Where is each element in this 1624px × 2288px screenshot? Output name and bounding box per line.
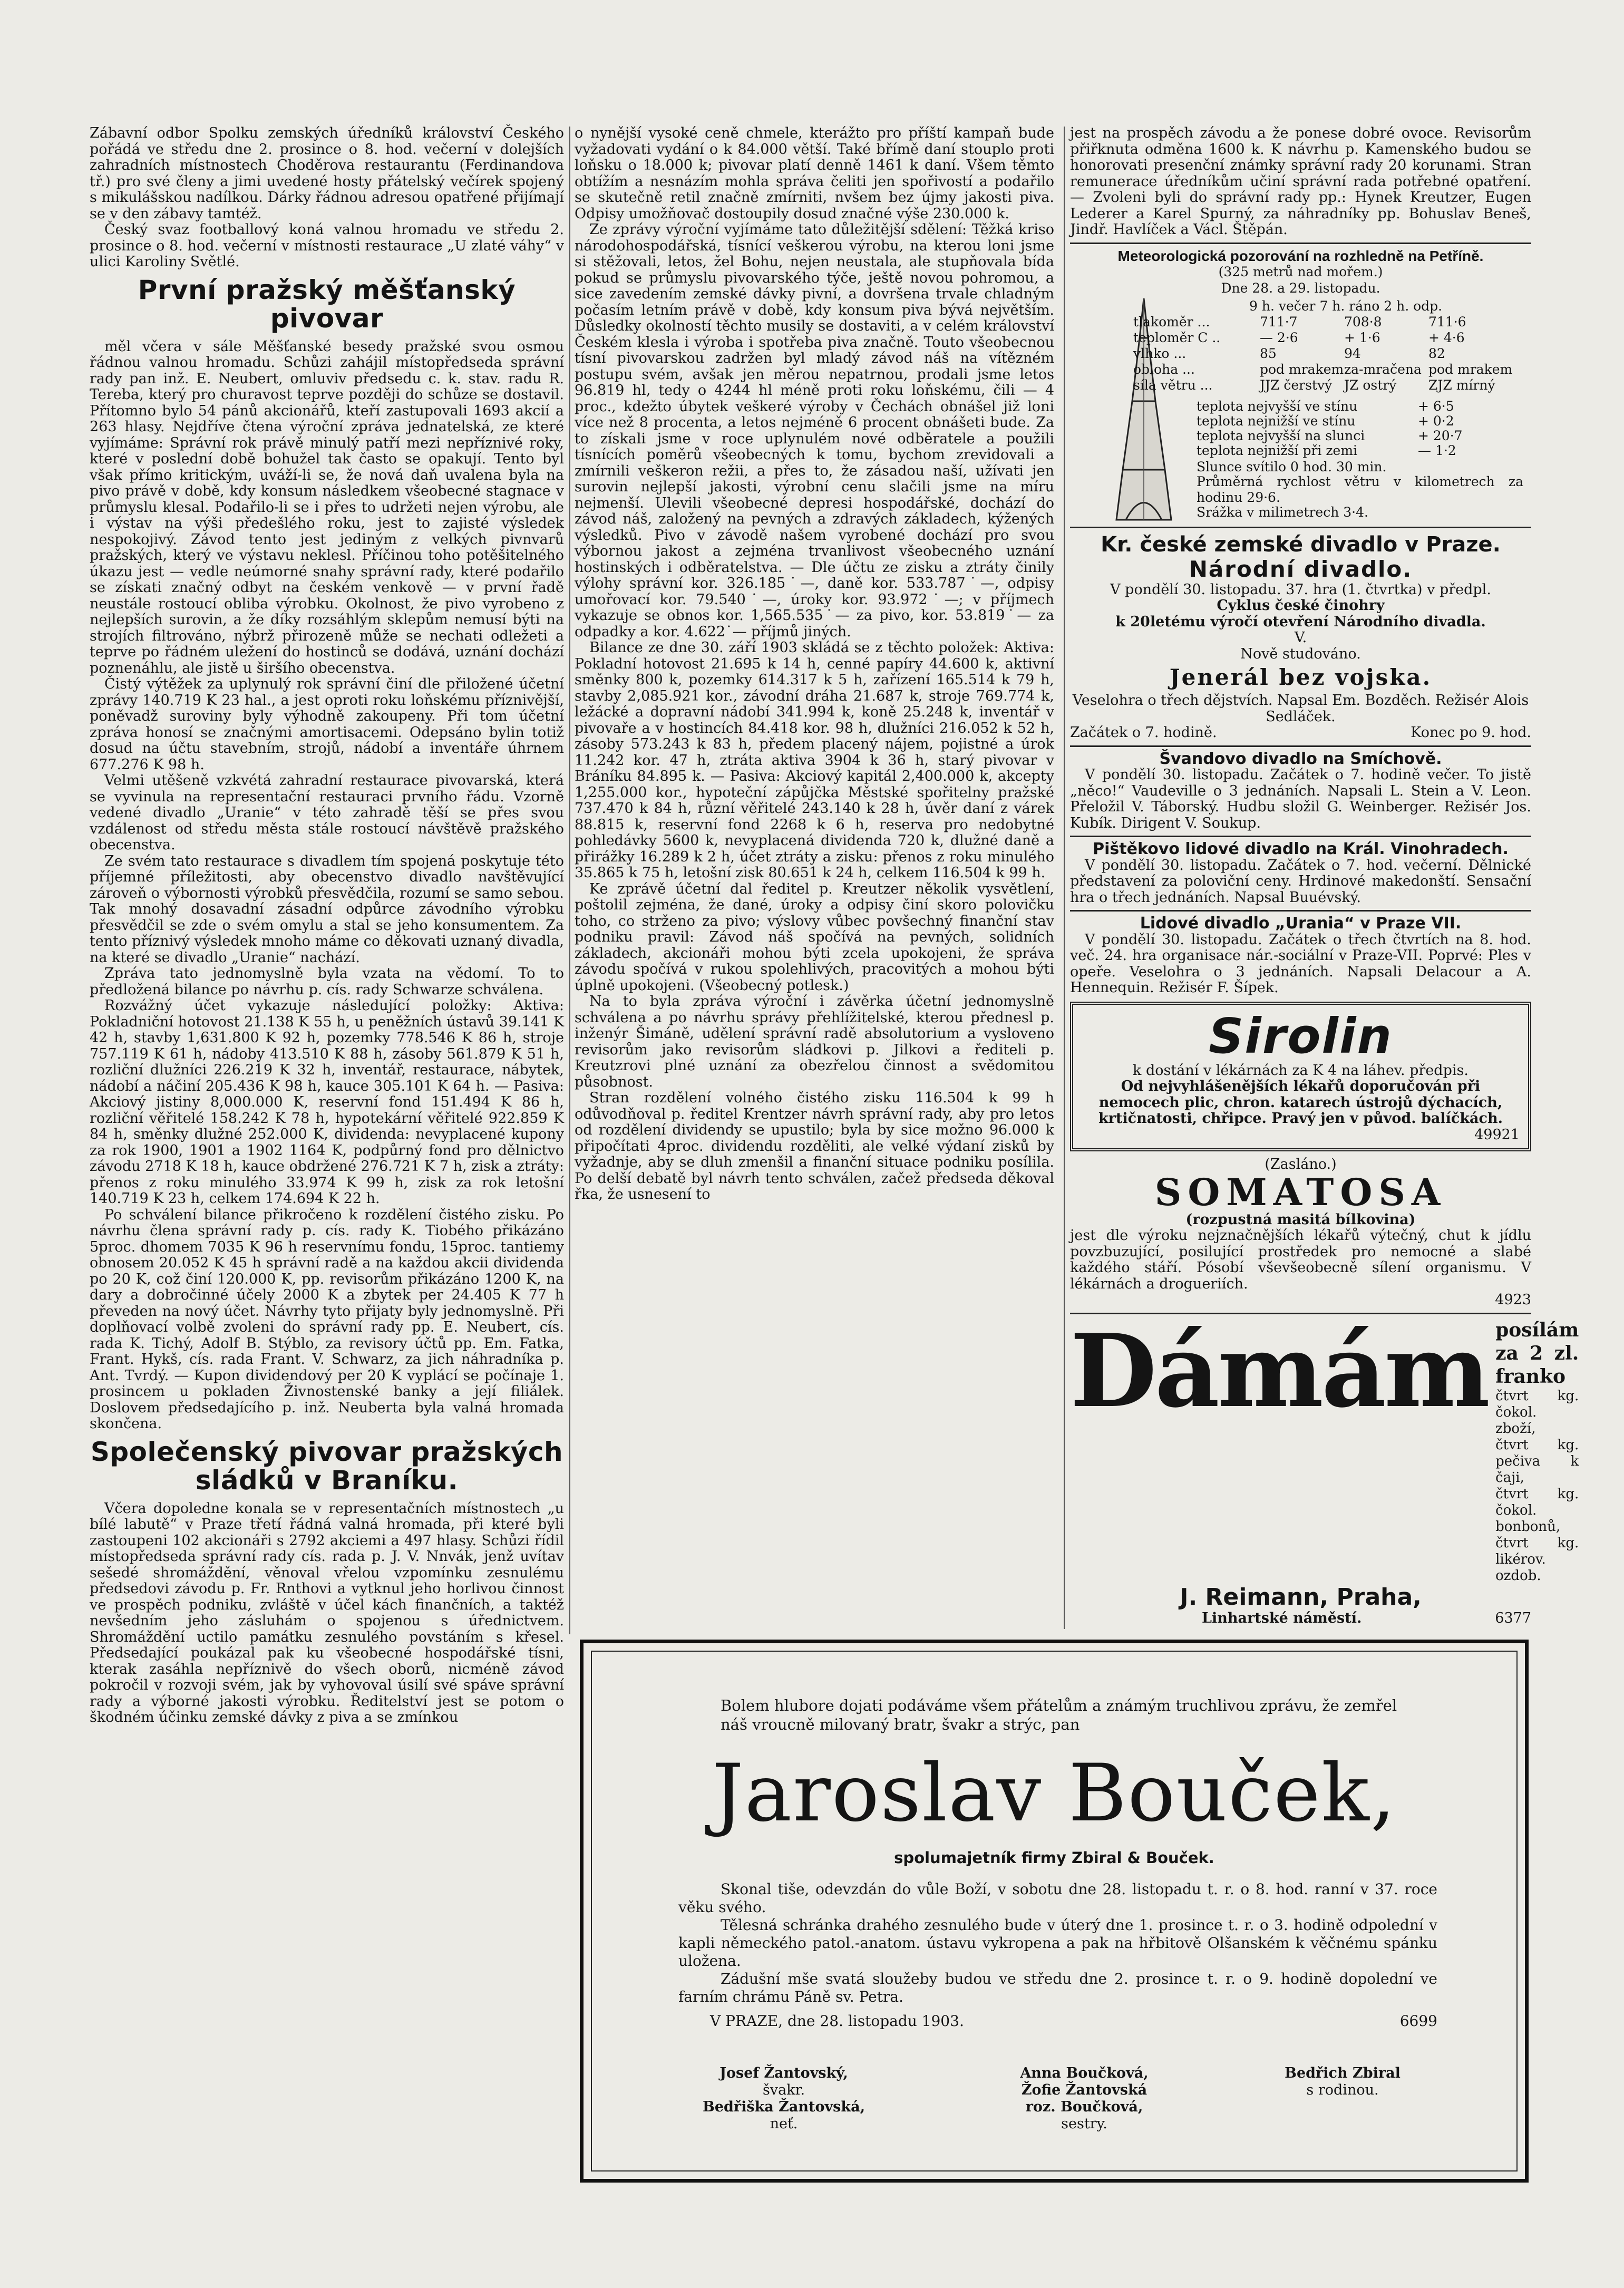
meteo-value: 85 — [1260, 345, 1277, 361]
article1-para: Velmi utěšeně vzkvétá zahradní restaurace pivovarská, která se vyvinula na representační restauraci prvního řádu. Vzorně vedené divadlo „Uranie“ v této zahradě těší se přes svou vzdálenost od středu města stále rostoucí návštěvě pražského obecenstva. — [90, 772, 564, 853]
zaslano-label: (Zasláno.) — [1265, 1156, 1337, 1172]
somatosa-logo: SOMATOSA — [1154, 1170, 1447, 1214]
somatosa-subtitle: (rozpustná masitá bílkovina) — [1185, 1211, 1416, 1228]
theatre-line: V pondělí 30. listopadu. 37. hra (1. čtvrtka) v předpl. — [1110, 581, 1491, 598]
meteo-wind: Průměrná rychlost větru v kilometrech za hodinu 29·6. — [1197, 473, 1523, 505]
signature: roz. Boučková, — [1025, 2099, 1143, 2115]
damam-ad — [1070, 1312, 1579, 1584]
ad-number: 49921 — [1474, 1126, 1520, 1143]
damam-item: čtvrt kg. pečiva k čaji, — [1495, 1437, 1579, 1486]
article2-para: Včera dopoledne konala se v representačních místnostech „u bílé labutě“ v Praze třetí řádná valná hromada, při které byli zastoupeni 102 akcionáři s 2792 akciemi a 497 hlasy. Schůzi řídil místopředseda správní rady cís. rada p. J. V. Nnvák, jenž uvítav sešedé shromáždění, věnoval vřelou vzpomínku zesnulému předsedovi závodu p. Fr. Rnthovi a vytknul jeho horlivou činnost ve prospěch podniku, zvláště v účel kách finančních, a taktéž nevšedním jeho zásluhám o spojenou s úřednictvem. Shromáždění uctilo památku zesnulého povstáním s křesel. Předsedající poukázal pak ku všeobecné hospodářské tísni, kterak zasáhla nepříznivě do všech oborů, nicméně závod pokročil v rozvoji svém, jak by vyhovoval úsilí své spáve správní rady a výborné jakosti výrobku. Ředitelství jest se potom o škodném účinku zemské dávky z piva a se zmínkou — [90, 1500, 564, 1725]
play-desc: Veselohra o třech dějstvích. Napsal Em. Bozděch. Režisér Alois Sedláček. — [1072, 692, 1529, 725]
article1-para: Ze svém tato restaurace s divadlem tím spojená poskytuje této příjemné příležitosti, aby obecenstvo divadlo navštěvující zároveň o výbornosti výrobků přesvědčila, rozumí se samo sebou. Tak mnohý dosavadní zásadní odpůrce závodního výrobku přesvědčil se zde o svém omylu a stal se jeho konsumentem. Za tento příznivý výsledek mnoho máme co děkovati uznaný divadla, na které se divadlo „Uranie“ nachází. — [90, 852, 564, 966]
sirolin-desc: Od nejvyhlášenějších lékařů doporučován při nemocech plic, chron. katarech ústrojů dýchacích, krtičnatosti, chřipce. Pravý jen v původ. balíčkách. — [1098, 1078, 1503, 1127]
column-left — [90, 125, 564, 1726]
meteo-value: + 20·7 — [1418, 428, 1463, 443]
column-divider-right — [1064, 127, 1065, 1629]
sirolin-price: k dostání v lékárnách za K 4 na láhev. předpis. — [1133, 1062, 1469, 1079]
column-right — [1070, 125, 1579, 1626]
meteo-sun: Slunce svítilo 0 hod. 30 min. — [1197, 459, 1387, 474]
meteo-value: 94 — [1344, 345, 1361, 361]
meteo-label: tlakoměr ... — [1133, 314, 1210, 329]
meteo-value: JZ ostrý — [1344, 377, 1397, 393]
meteo-value: + 6·5 — [1418, 398, 1454, 414]
meteo-value: JJZ čerstvý — [1260, 377, 1333, 393]
meteo-extra — [1197, 428, 1463, 444]
obit-para: Skonal tiše, odevzdán do vůle Boží, v sobotu dne 28. listopadu t. r. o 8. hod. ranní v 37. roce věku svého. — [678, 1880, 1437, 1916]
signature-relation: švakr. — [762, 2082, 805, 2098]
meteo-value: — 2·6 — [1260, 329, 1298, 345]
meteo-label: teplota nejvyšší na slunci — [1197, 428, 1365, 443]
meteo-value: 711·7 — [1260, 314, 1298, 329]
meteo-rain: Srážka v milimetrech 3·4. — [1197, 504, 1368, 520]
meteo-value: za-mračena — [1344, 361, 1422, 377]
obit-intro: Bolem hlubore dojati podáváme všem přátelům a známým truchlivou zprávu, že zemřel náš vroucně milovaný bratr, švakr a strýc, pan — [721, 1696, 1397, 1733]
damam-address: Linhartské náměstí. — [1202, 1610, 1362, 1626]
obit-role: spolumajetník firmy Zbiral & Bouček. — [894, 1849, 1214, 1867]
meteo-dates: Dne 28. a 29. listopadu. — [1221, 280, 1380, 296]
obit-para: Tělesná schránka drahého zesnulého bude v úterý dne 1. prosince t. r. o 3. hodině odpolední v kapli německého patol.-anatom. ústavu vykropena a pak na hřbitově Olšanském k věčnému spánku uložena. — [678, 1916, 1437, 1970]
divider — [1070, 836, 1531, 837]
meteo-columns: 9 h. večer 7 h. ráno 2 h. odp. — [1249, 298, 1443, 314]
signature-relation: sestry. — [1061, 2116, 1107, 2132]
article2-cont: o nynější vysoké ceně chmele, kterážto pro příští kampaň bude vyžadovati vydání o k 84.000 větší. Také břímě daní stouplo proti loňsku o 18.000 k; pivovar platí denně 1461 k daní. Všem těmto obtížím a nesnázím mohla správa čeliti jen spořivostí a podařilo se skutečně retil značně zmírniti, nvšem bez újmy jakosti piva. Odpisy umožňovač dostoupily dosud značné výše 230.000 k. — [575, 125, 1054, 222]
article1-para: Čistý výtěžek za uplynulý rok správní činí dle přiložené účetní zprávy 140.719 K 23 hal., a jest oproti roku loňskému příznivější, poněvadž suroviny byly výhodně zakoupeny. Při tom účetní zpráva honosí se značnými amortisacemi. Odepsáno bylin totiž dosud na účtu stavebním, strojů, nádobí a inventáře úhrnem 677.276 K 98 h. — [90, 676, 564, 773]
heading-prvni-pivovar: První pražský měšťanský pivovar — [138, 274, 516, 334]
theatre-line: k 20letému výročí otevření Národního divadla. — [1115, 613, 1486, 630]
article2-para: Na to byla zpráva výroční i závěrka účetní jednomyslně schválena a po návrhu správy přehlížitelské, kterou přednesl p. inženýr Šimáně, udělení správní radě absolutorium a vysloveno revisorům jako revisorům sládkovi p. Jilkovi a řediteli p. Kreutzrovi plné uznání za obezřelou činnost a svědomitou působnost. — [575, 993, 1054, 1090]
play-title: Jenerál bez vojska. — [1169, 664, 1432, 690]
divider — [1070, 243, 1531, 244]
meteo-value: 711·6 — [1428, 314, 1466, 329]
signature-relation: s rodinou. — [1306, 2082, 1379, 2098]
obit-place: V PRAZE, dne 28. listopadu 1903. — [710, 2012, 964, 2030]
signature: Anna Boučková, — [1020, 2065, 1149, 2081]
meteo-value: + 1·6 — [1344, 329, 1380, 345]
meteo-row — [1133, 362, 1513, 378]
meteo-value: + 0·2 — [1418, 413, 1454, 429]
damam-item: čtvrt kg. čokol. bonbonů, — [1495, 1486, 1579, 1535]
notice-football: Český svaz footballový koná valnou hromadu ve středu 2. prosince o 8. hod. večerní v místnosti restaurace „U zlaté váhy“ v ulici Karoliny Světlé. — [90, 221, 564, 270]
damam-item: čtvrt kg. čokol. zboží, — [1495, 1388, 1579, 1437]
meteo-label: teplota nejnižší při zemi — [1197, 442, 1358, 458]
damam-footer — [1070, 1611, 1531, 1627]
meteo-title: Meteorologická pozorování na rozhledně na Petříně. — [1117, 247, 1484, 264]
obit-name: Jaroslav Bouček, — [712, 1748, 1397, 1839]
article2-para: Ze zprávy výroční vyjímáme tato důležitější sdělení: Těžká kriso národohospodářská, tísnící veškerou výrobu, na kterou loni jsme si stěžovali, letos, žel Bohu, nejen neustala, ale stupňovala bída pokud se průmyslu pivovarského týče, ještě novou pohromou, a sice zavedením zemské dávky pivní, a dovršena trvale chladným počasím letním právě v době, kdy konsum piva bývá největším. Důsledky okolností těchto musily se dostaviti, a v celém království Českém klesla i výroba i spotřeba piva značně. Touto všeobecnou tísní pivovarskou zadržen byl mladý závod náš na vítězném postupu svém, avšak jen měrou nepatrnou, prodali jsme letos 96.819 hl, tedy o 4244 hl méně proti roku loňskému, čili — 4 proc., kdežto úbytek veškeré výroby v Čechách obnášel již loni více než 8 procenta, a letos nejméně 6 procent obnášeti bude. Za to získali jsme v roce uplynulém nové odběratele a použili tísnících poměrů všeobecných k tomu, bychom zrevidovali a zmírnili veškeron režii, a přes to, že zásadou naší, užívati jen surovin nejlepší jakosti, výrobní cenu slačili jsme na míru nejmenší. Ulevili všeobecné depresi hospodářské, dochází do závod náš, založený na pevných a zdravých základech, kýžených výsledků. Pivo v závodě našem vyrobené dochází pro svou výbornou jakost a zejména trvanlivost všeobecného uznání hostinských i odběratelstva. — Dle účtu ze zisku a ztráty činily výlohy správní kor. 326.185˙—, daně kor. 533.787˙—, odpisy umořovací kor. 79.540˙—, úroky kor. 93.972˙—; v příjmech vykazuje se obnos kor. 1,565.535˙— za pivo, kor. 53.819˙— za odpadky a kor. 4.622˙— příjmů jiných. — [575, 221, 1054, 640]
meteo-value: pod mrakem — [1260, 361, 1344, 377]
theatre-subtitle: Národní divadlo. — [1189, 556, 1413, 582]
column-divider-left — [569, 127, 570, 1634]
meteo-label: obloha ... — [1133, 361, 1195, 377]
meteo-row — [1133, 330, 1513, 346]
meteo-label: teploměr C .. — [1133, 329, 1221, 345]
signature-relation: neť. — [770, 2116, 798, 2132]
meteo-value: 82 — [1428, 345, 1445, 361]
play-times — [1070, 725, 1531, 741]
meteo-label: teplota nejvyšší ve stínu — [1197, 398, 1358, 414]
article2-end: jest na prospěch závodu a že ponese dobré ovoce. Revisorům přiřknuta odměna 1600 k. K návrhu p. Kamenského budou se honorovati presenční známky správní rady 20 korunami. Stran remunerace úředníkům učiní správní rada potřebné opatření. — Zvoleni byli do správní rady pp.: Hynek Kreutzer, Eugen Lederer a Karel Spurný, za náhradníky pp. Bohuslav Beneš, Jindř. Havlíček a Václ. Štěpán. — [1070, 125, 1531, 238]
theatre-line: Cyklus české činohry — [1217, 597, 1385, 614]
ad-number: 4923 — [1495, 1292, 1531, 1308]
meteo-label: vlhko ... — [1133, 345, 1187, 361]
damam-head: posílám za 2 zl. franko — [1495, 1318, 1579, 1388]
meteo-extra — [1197, 399, 1454, 415]
meteo-row — [1133, 377, 1513, 394]
theatre-line: Nově studováno. — [1240, 645, 1361, 662]
article1-para: Rozvážný účet vykazuje následující položky: Aktiva: Pokladniční hotovost 21.138 K 55 h, u peněžních ústavů 39.141 K 42 h, stavby 1,631.800 K 92 h, pozemky 778.546 K 86 h, stroje 757.119 K 61 h, nádoby 413.510 K 88 h, zásoby 561.879 K 51 h, rozliční dlužníci 226.219 K 32 h, inventář, restaurace, nábytek, nádobí a náčiní 205.436 K 98 h, kauce 305.101 K 64 h. — Pasiva: Akciový jistiny 8,000.000 K, reservní fond 151.494 K 86 h, rozliční věřitelé 158.242 K 78 h, hypotekární věřitelé 922.859 K 84 h, směnky dlužné 252.000 K, dividenda: nevyplacené kupony za rok 1900, 1901 a 1902 1164 K, podpůrný fond pro dělnictvo závodu 2718 K 18 h, kauce obdržené 276.721 K 7 h, zisk a ztráty: přenos z roku minulého 33.974 K 99 h, zisk za rok letošní 140.719 K 23 h, celkem 174.694 K 22 h. — [90, 997, 564, 1207]
article2-para: Bilance ze dne 30. září 1903 skládá se z těchto položek: Aktiva: Pokladní hotovost 21.695 k 14 h, cenné papíry 44.600 k, aktivní směnky 800 k, pozemky 614.317 k 5 h, zařízení 165.514 k 79 h, stavby 2,085.921 kor., závodní dráha 21.687 k, stroje 769.774 k, ležácké a dopravní nádobí 341.994 k, koně 25.248 k, inventář v pivovaře a v hostincích 84.418 kor. 98 h, dlužníci 216.052 k 52 h, zásoby 573.243 k 83 h, předem placený nájem, pojistné a úrok 11.242 kor. 47 h, ztráta aktiva 3904 k 36 h, starý pivovar v Bráníku 84.895 k. — Pasiva: Akciový kapitál 2,400.000 k, akcepty 1,255.000 kor., hypoteční zápůjčka Městské spořitelny pražské 737.470 k 84 h, různí věřitelé 243.140 k 28 h, úvěr daní z várek 88.815 k, reservní fond 2268 k 6 h, reserva pro nedobytné pohledávky 5600 k, nevyplacená dividenda 720 k, dlužné daně a přirážky 16.289 k 2 h, účet ztráty a zisku: přenos z roku minulého 35.865 k 75 h, letošní zisk 80.651 k 24 h, celkem 116.504 k 99 h. — [575, 639, 1054, 881]
damam-logo: Dámám — [1070, 1312, 1489, 1430]
damam-item: čtvrt kg. likérov. ozdob. — [1495, 1535, 1579, 1584]
theatre-title: Kr. české zemské divadlo v Praze. — [1101, 532, 1501, 557]
damam-offer — [1495, 1318, 1579, 1584]
divider — [1070, 745, 1531, 747]
theatre2-text: V pondělí 30. listopadu. Začátek o 7. hodině večer. To jistě „něco!“ Vaudeville o 3 jednáních. Napsali L. Stein a V. Leon. Přeložil V. Táborský. Hudbu složil G. Weinberger. Režisér Jos. Kubík. Dirigent V. Soukup. — [1070, 767, 1531, 831]
signature: Žofie Žantovská — [1021, 2082, 1148, 2098]
play-end: Konec po 9. hod. — [1411, 724, 1531, 741]
signature: Bedřiška Žantovská, — [703, 2099, 865, 2115]
obit-body — [678, 1880, 1437, 2030]
meteo-value: — 1·2 — [1418, 442, 1456, 458]
play-start: Začátek o 7. hodině. — [1070, 724, 1217, 741]
obit-signatures-middle — [963, 2065, 1205, 2132]
article1-para: měl včera v sále Měšťanské besedy pražské svou osmou řádnou valnou hromadu. Schůzi zahájil místopředseda správní rady pan inž. E. Neubert, omluviv předsedu c. k. stav. radu R. Tereba, který pro churavost teprve později do schůze se dostavil. Přítomno bylo 54 pánů akcionářů, kteří zastupovali 1693 akcií a 263 hlasy. Nejdříve čtena výroční zpráva jednatelská, ze které vyjímáme: Správní rok právě minulý patří mezi nepříznivé roky, které v poslední době bohužel tak často se opakují. Tento byl však přímo kritickým, uváží-li se, že nová daň uvalena byla na pivo právě v době, kdy konsum následkem všeobecné stagnace v průmyslu klesal. Podařilo-li se i přes to udržeti nejen výrobu, ale i výstav na výši předešlého roku, jest to zajisté výsledek nespokojivý. Závod tento jest jediným z velkých pivnvarů pražských, který ve výstavu neklesl. Příčinou toho potěšitelného úkazu jest — vedle neúmorné snahy správní rady, které podařilo se získati značný odbyt na českém venkově — v první řadě neustále rostoucí obliba výrobku. Okolnost, že pivo vyrobeno z nejlepších surovin, a že díky rozsáhlým sklepům nemusí býti na strojích filtrováno, nýbrž přirozeně může se nechati odležeti a teprve po řádném uležení do hostinců se dodává, uznání dochází poznenáhlu, ale jistě u širšího obecenstva. — [90, 338, 564, 676]
theatre-line: V. — [1294, 629, 1307, 646]
article2-para: Stran rozdělení volného čistého zisku 116.504 k 99 h odůvodňoval p. ředitel Krentzer návrh správní rady, aby pro letos od rozdělení dividendy se upustilo; byla by sice možno 96.000 k připočítati 4proc. dividendu rozděliti, ale velké výdaní zisků by vyžadnje, aby se dluh zmenšil a finanční situace podniku posílila. Po delší debatě byl návrh tento schválen, začež předseda děkoval řka, že usnesení to — [575, 1090, 1054, 1203]
sirolin-ad — [1070, 1002, 1531, 1152]
obituary — [580, 1640, 1529, 2183]
damam-firm: J. Reimann, Praha, — [1180, 1583, 1422, 1611]
theatre3-title: Pištěkovo lidové divadlo na Král. Vinohradech. — [1093, 840, 1509, 858]
signature: Bedřich Zbiral — [1285, 2065, 1401, 2081]
column-middle — [575, 125, 1054, 1203]
theatre4-text: V pondělí 30. listopadu. Začátek o třech čtvrtích na 8. hod. več. 24. hra organisace nár.-sociální v Praze-VII. Poprvé: Ples v opeře. Veselohra o 3 jednáních. Napsali Delacour a A. Hennequin. Režisér F. Šípek. — [1070, 931, 1531, 996]
meteo-label: síla větru ... — [1133, 377, 1213, 393]
notice-zabavni-odbor: Zábavní odbor Spolku zemských úředníků království Českého pořádá ve středu dne 2. prosince o 8. hod. večerní v dolejších zahradních místnostech Choděrova restaurantu (Ferdinandova tř.) pro své členy a jimi uvedené hosty přátelský večírek spojený s mikulášskou nadílkou. Dárky řádnou adresou opatřené přijímají se v den zábavy tamtéž. — [90, 125, 564, 222]
divider — [1070, 910, 1531, 912]
divider — [1070, 527, 1531, 528]
obit-para: Zádušní mše svatá sloužeby budou ve středu dne 2. prosince t. r. o 9. hodině dopolední ve farním chrámu Páně sv. Petra. — [678, 1970, 1437, 2005]
obit-signatures-right — [1232, 2065, 1453, 2099]
article1-para: Zpráva tato jednomyslně byla vzata na vědomí. To to předložená bilance po návrhu p. cís. rady Schwarze schválena. — [90, 965, 564, 998]
theatre2-title: Švandovo divadlo na Smíchově. — [1159, 749, 1442, 768]
heading-spolecensky-pivovar: Společenský pivovar pražských sládků v Braníku. — [90, 1436, 563, 1496]
meteo-label: teplota nejnižší ve stínu — [1197, 413, 1356, 429]
theatre3-text: V pondělí 30. listopadu. Začátek o 7. hod. večerní. Dělnické představení za poloviční ceny. Hrdinové makedonští. Sensační hra o třech jednáních. Napsal Buuévský. — [1070, 857, 1531, 906]
article2-para: Ke zprávě účetní dal ředitel p. Kreutzer několik vysvětlení, poštolil zejména, že dané, úroky a odpisy činí skoro polovičku toho, co strženo za pivo; výslovy vůbec povšechný finanční stav podniku pravil: Závod náš spočívá na pevných, solidních základech, akcionáři mohou býti zcela upokojeni, že správa závodu spočívá v rukou spolehlivých, pracovitých a mohou býti úplně upokojeni. (Všeobecný potlesk.) — [575, 880, 1054, 994]
obit-place-row — [678, 2012, 1437, 2030]
meteo-subtitle: (325 metrů nad mořem.) — [1218, 264, 1383, 279]
meteo-report — [1070, 248, 1531, 522]
sirolin-logo: Sirolin — [1209, 1007, 1393, 1064]
meteo-value: + 4·6 — [1428, 329, 1465, 345]
meteo-value: ZJZ mírný — [1428, 377, 1495, 393]
meteo-value: 708·8 — [1344, 314, 1382, 329]
meteo-row — [1133, 314, 1513, 331]
theatre4-title: Lidové divadlo „Urania“ v Praze VII. — [1140, 914, 1462, 933]
signature: Josef Žantovský, — [719, 2065, 848, 2081]
ad-number: 6377 — [1495, 1610, 1531, 1626]
meteo-extra — [1197, 443, 1456, 459]
meteo-extra — [1197, 413, 1454, 430]
meteo-value: pod mrakem — [1428, 361, 1513, 377]
meteo-row — [1133, 346, 1513, 362]
ad-number: 6699 — [1399, 2012, 1437, 2030]
obit-signatures-left — [663, 2065, 905, 2132]
somatosa-text: jest dle výroku nejznačnějších lékařů výtečný, chut k jídlu povzbuzující, posilující prostředek pro nemocné a slabé každého stáří. Pósobí vševšeobecně sílení organismu. V lékárnách a drogueriích. — [1070, 1227, 1531, 1292]
article1-para: Po schválení bilance přikročeno k rozdělení čistého zisku. Po návrhu člena správní rady p. cís. rady K. Tiobého přikázáno 5proc. dhomem 7035 K 96 h reservnímu fondu, 15proc. tantiemy obnosem 20.052 K 45 h správní radě a na každou akcii dividenda po 20 K, což činí 120.000 K, pp. revisorům přikázáno 1200 K, na dary a dobročinné účely 2000 K a zbytek per 24.405 K 77 h převeden na nový účet. Návrhy tyto přijaty byly jednomyslně. Při doplňovací volbě zvoleni do správní rady pp. E. Neubert, cís. rada K. Tichý, Adolf B. Stýblo, za revisory účtů pp. Em. Fatka, Frant. Hykš, cís. rada Frant. V. Schwarz, za jich náhradníka p. Ant. Tvrdý. — Kupon dividendový per 20 K vyplácí se počínaje 1. prosincem u pokladen Živnostenské banky a její filiálek. Doslovem předsedajícího p. inž. Neuberta byla valná hromada skončena. — [90, 1206, 564, 1432]
